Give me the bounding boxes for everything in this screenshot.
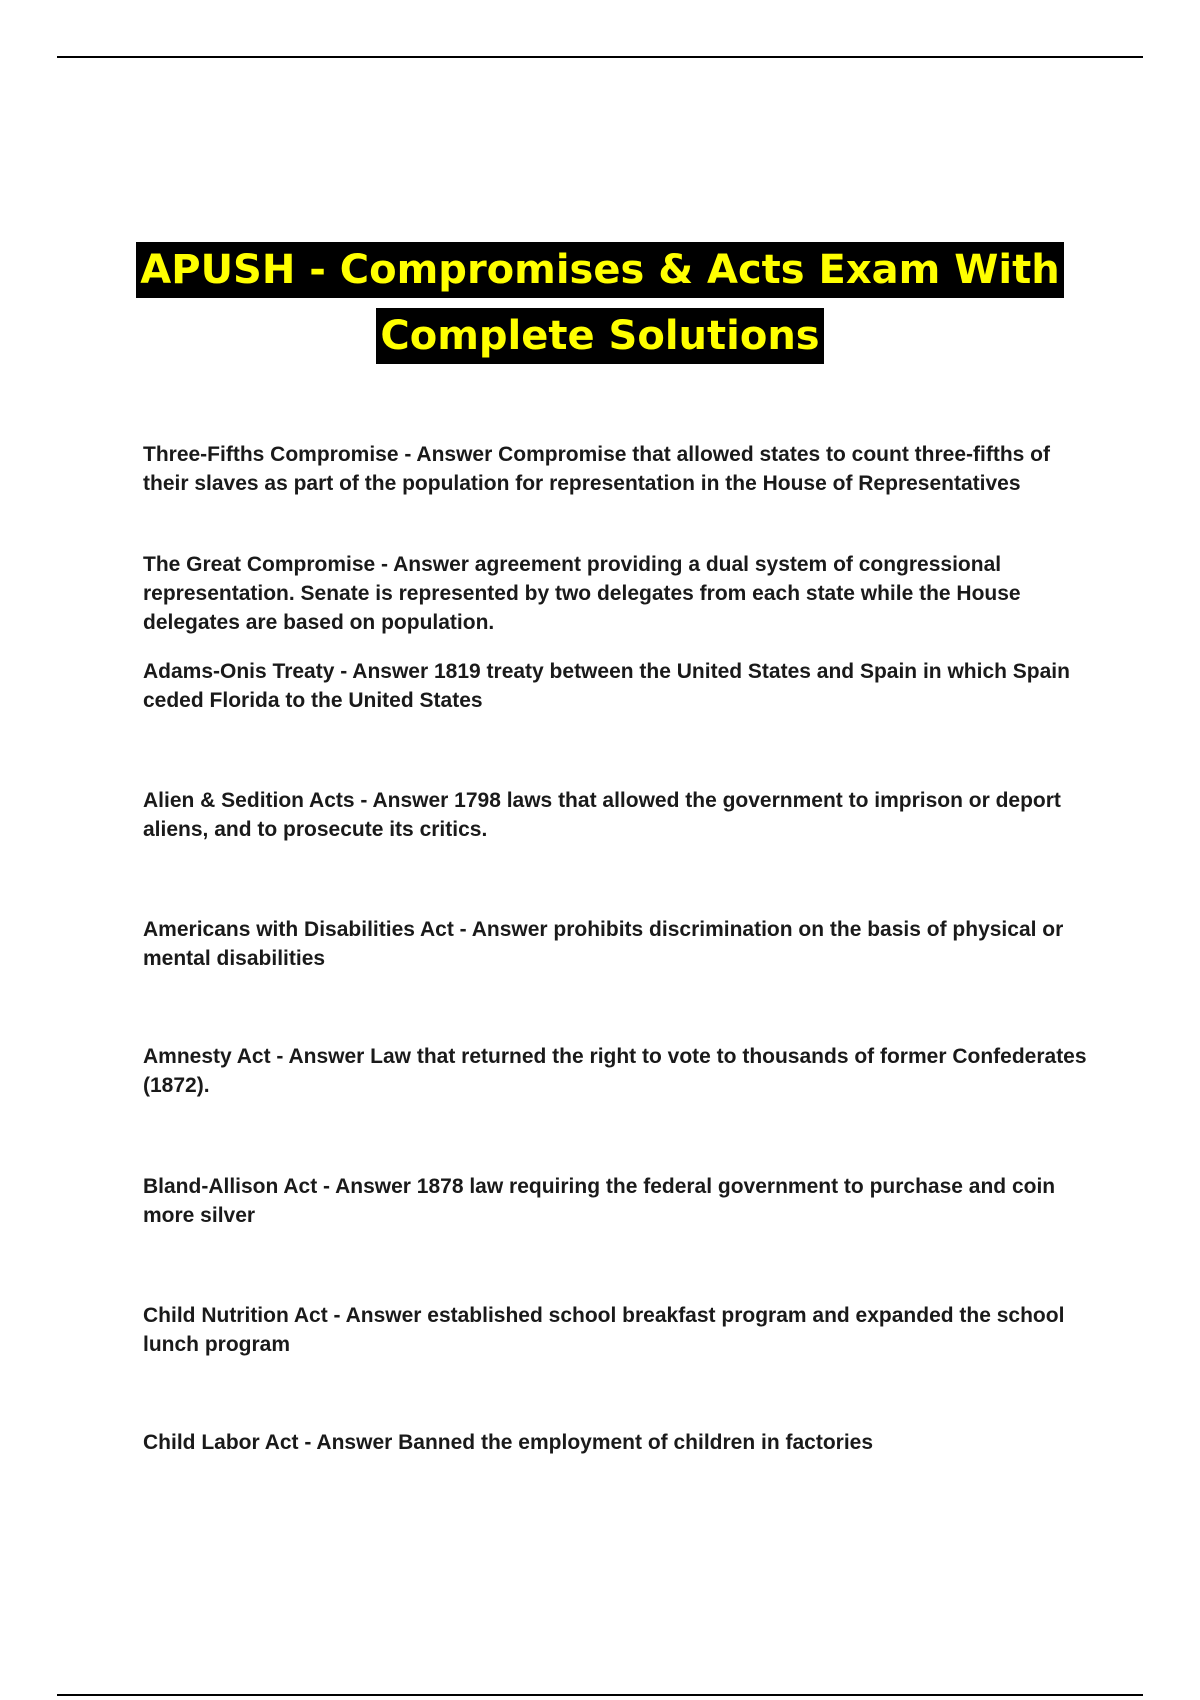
top-rule xyxy=(57,56,1143,58)
document-title xyxy=(0,242,1200,364)
qa-entry-adams-onis-treaty: Adams-Onis Treaty - Answer 1819 treaty between the United States and Spain in which Spain ceded Florida to the United States xyxy=(143,660,1070,712)
qa-entry-amnesty-act: Amnesty Act - Answer Law that returned the right to vote to thousands of former Confederates (1872). xyxy=(143,1045,1087,1097)
qa-entry-three-fifths-compromise: Three-Fifths Compromise - Answer Compromise that allowed states to count three-fifths of their slaves as part of the population for representation in the House of Representatives xyxy=(143,443,1050,495)
qa-entry-alien-sedition-acts: Alien & Sedition Acts - Answer 1798 laws that allowed the government to imprison or deport aliens, and to prosecute its critics. xyxy=(143,789,1061,841)
bottom-rule xyxy=(57,1694,1143,1696)
qa-entry-americans-with-disabilities-act: Americans with Disabilities Act - Answer prohibits discrimination on the basis of physical or mental disabilities xyxy=(143,918,1064,970)
qa-entry-great-compromise: The Great Compromise - Answer agreement providing a dual system of congressional representation. Senate is represented by two delegates from each state while the House delegates are based on population. xyxy=(143,553,1021,634)
qa-entry-child-nutrition-act: Child Nutrition Act - Answer established school breakfast program and expanded the school lunch program xyxy=(143,1304,1065,1356)
title-line-1: APUSH - Compromises & Acts Exam With xyxy=(136,242,1063,298)
qa-entry-child-labor-act: Child Labor Act - Answer Banned the employment of children in factories xyxy=(143,1431,874,1454)
title-line-2: Complete Solutions xyxy=(376,308,823,364)
qa-entry-bland-allison-act: Bland-Allison Act - Answer 1878 law requiring the federal government to purchase and coin more silver xyxy=(143,1175,1056,1227)
